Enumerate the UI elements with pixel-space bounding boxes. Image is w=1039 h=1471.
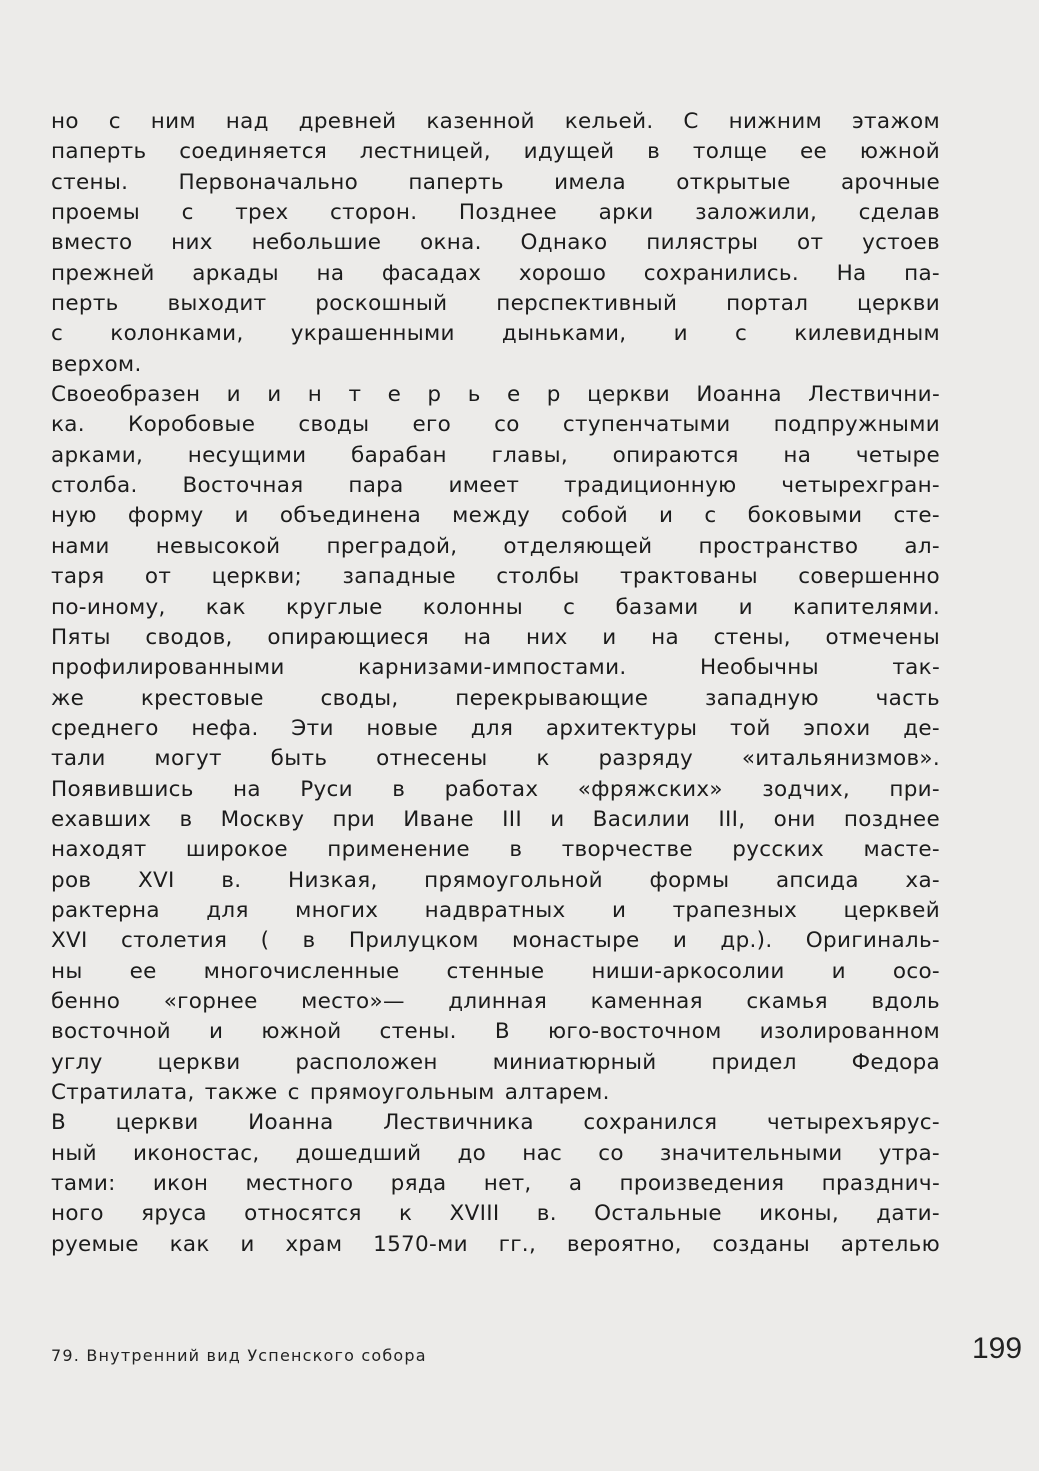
- text-line: же крестовые своды, перекрывающие западную часть: [51, 685, 940, 711]
- text-line: проемы с трех сторон. Позднее арки заложили, сделав: [51, 200, 940, 226]
- text-line: таря от церкви; западные столбы трактованы совершенно: [51, 564, 940, 590]
- text-line: Стратилата, также с прямоугольным алтарем.: [51, 1080, 610, 1105]
- text-line: столба. Восточная пара имеет традиционную четырехгран-: [51, 473, 940, 499]
- text-line: ного яруса относятся к XVIII в. Остальные иконы, дати-: [51, 1201, 940, 1227]
- text-line: находят широкое применение в творчестве русских масте-: [51, 837, 940, 863]
- text-line: профилированными карнизами-импостами. Необычны так-: [51, 655, 940, 681]
- page-number: 199: [972, 1332, 1023, 1365]
- text-line: В церкви Иоанна Лествичника сохранился четырехъярус-: [51, 1110, 940, 1136]
- text-line: ную форму и объединена между собой и с боковыми сте-: [51, 503, 940, 529]
- text-line: прежней аркады на фасадах хорошо сохранились. На па-: [51, 260, 940, 286]
- text-line: ка. Коробовые своды его со ступенчатыми подпружными: [51, 412, 940, 438]
- figure-caption: 79. Внутренний вид Успенского собора: [51, 1346, 427, 1365]
- text-line: XVI столетия ( в Прилуцком монастыре и др.). Оригиналь-: [51, 928, 940, 954]
- text-line: бенно «горнее место»— длинная каменная скамья вдоль: [51, 988, 940, 1014]
- text-line: ны ее многочисленные стенные ниши-аркосолии и осо-: [51, 958, 940, 984]
- body-text: [51, 107, 940, 1260]
- text-line: стены. Первоначально паперть имела открытые арочные: [51, 169, 940, 195]
- text-line: перть выходит роскошный перспективный портал церкви: [51, 291, 940, 317]
- text-line: рактерна для многих надвратных и трапезных церквей: [51, 897, 940, 923]
- text-line: восточной и южной стены. В юго-восточном изолированном: [51, 1019, 940, 1045]
- text-line: но с ним над древней казенной кельей. С нижним этажом: [51, 109, 940, 134]
- text-line: ный иконостас, дошедший до нас со значительными утра-: [51, 1140, 940, 1166]
- text-line: Пяты сводов, опирающиеся на них и на стены, отмечены: [51, 624, 940, 650]
- text-line: Появившись на Руси в работах «фряжских» зодчих, при-: [51, 776, 940, 802]
- text-line: углу церкви расположен миниатюрный придел Федора: [51, 1049, 940, 1075]
- text-line: верхом.: [51, 351, 142, 377]
- text-line: тали могут быть отнесены к разряду «итальянизмов».: [51, 746, 940, 772]
- text-line: ров XVI в. Низкая, прямоугольной формы апсида ха-: [51, 867, 940, 893]
- text-line: паперть соединяется лестницей, идущей в толще ее южной: [51, 139, 940, 165]
- text-line: ехавших в Москву при Иване III и Василии III, они позднее: [51, 806, 940, 832]
- text-line: вместо них небольшие окна. Однако пилястры от устоев: [51, 230, 940, 256]
- text-line: руемые как и храм 1570-ми гг., вероятно, созданы артелью: [51, 1231, 940, 1257]
- text-line: с колонками, украшенными дыньками, и с килевидным: [51, 321, 940, 347]
- text-line: по-иному, как круглые колонны с базами и капителями.: [51, 594, 940, 620]
- text-line: арками, несущими барабан главы, опираются на четыре: [51, 442, 940, 468]
- text-line: Своеобразен и и н т е р ь е р церкви Иоанна Лествични-: [51, 382, 940, 408]
- text-line: среднего нефа. Эти новые для архитектуры той эпохи де-: [51, 715, 940, 741]
- text-line: нами невысокой преградой, отделяющей пространство ал-: [51, 533, 940, 559]
- text-line: тами: икон местного ряда нет, а произведения празднич-: [51, 1171, 940, 1197]
